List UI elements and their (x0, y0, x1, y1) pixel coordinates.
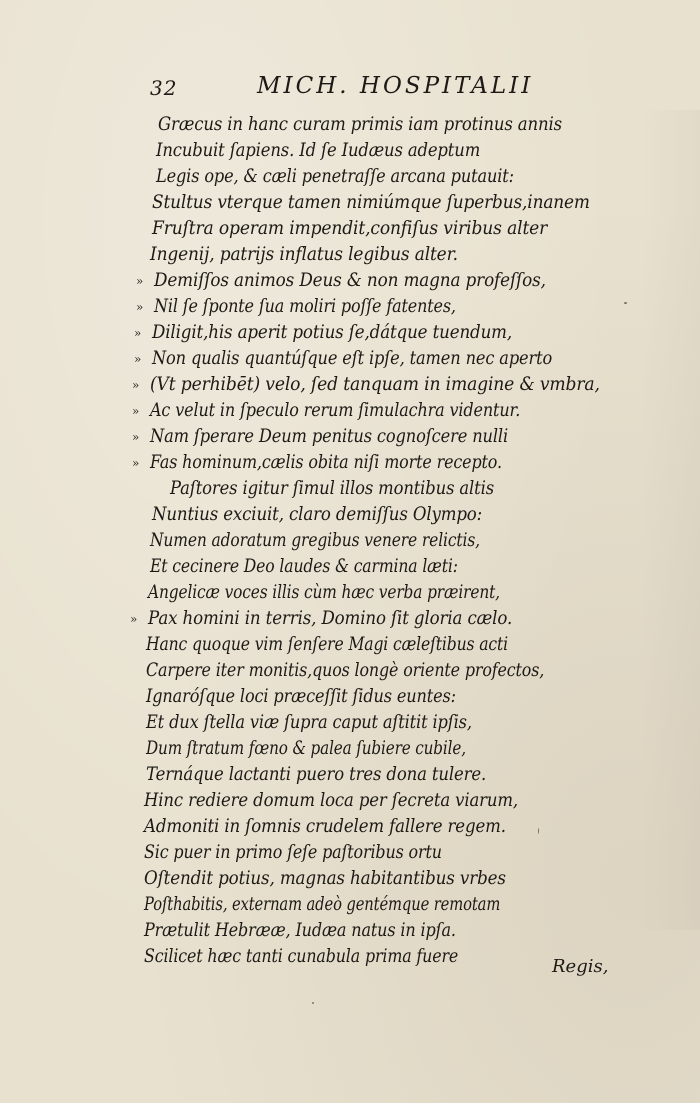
verse-line (158, 112, 562, 138)
verse-text: Nam ſperare Deum penitus cognoſcere nulli (150, 426, 509, 447)
verse-line (146, 710, 472, 736)
verse-text: Angelicæ voces illis cùm hæc verba præirent, (148, 582, 500, 603)
verse-line (136, 294, 456, 320)
verse-text: Sic puer in primo ſeſe paſtoribus ortu (144, 842, 442, 863)
verse-text: Græcus in hanc curam primis iam protinus annis (158, 114, 563, 135)
verse-text: Ignaróſque loci præceſſit ſidus euntes: (146, 686, 456, 707)
verse-text: (Vt perhibēt) velo, ſed tanquam in imagine & vmbra, (150, 374, 600, 395)
verse-text: Diligit,his aperit potius ſe,dátque tuendum, (152, 322, 512, 343)
verse-line (132, 398, 521, 424)
verse-text: Legis ope, & cæli penetraſſe arcana putauit: (156, 166, 514, 187)
verse-line (134, 320, 512, 346)
verse-text: Hinc rediere domum loca per ſecreta viarum, (144, 790, 519, 811)
quotation-mark: » (132, 404, 140, 418)
verse-line (148, 580, 500, 606)
verse-line (144, 788, 518, 814)
verse-text: Et dux ſtella viæ ſupra caput aſtitit ipſis, (146, 712, 472, 733)
verse-line (146, 632, 508, 658)
verse-line (146, 684, 456, 710)
verse-text: Poſthabitis, externam adeò gentémque remotam (144, 894, 501, 915)
verse-line (146, 658, 544, 684)
verse-text: Ingenij, patrijs inflatus legibus alter. (150, 244, 458, 265)
verse-text: Hanc quoque vim ſenſere Magi cæleſtibus acti (146, 634, 509, 655)
verse-line (146, 736, 466, 762)
verse-line (132, 450, 502, 476)
verse-text: Oſtendit potius, magnas habitantibus vrbes (144, 868, 506, 889)
quotation-mark: » (130, 612, 138, 626)
verse-text: Pax homini in terris, Domino ſit gloria cælo. (148, 608, 513, 629)
verse-text: Fas hominum,cælis obita niſi morte recepto. (150, 452, 502, 473)
running-head-title: MICH. HOSPITALII (257, 73, 534, 99)
verse-line (144, 814, 506, 840)
show-through-shadow (640, 110, 700, 930)
verse-text: Et cecinere Deo laudes & carmina læti: (150, 556, 458, 577)
verse-text: Ac velut in ſpeculo rerum ſimulachra videntur. (150, 400, 521, 421)
verse-text: Nil ſe ſponte ſua moliri poſſe fatentes, (154, 296, 456, 317)
verse-line (156, 164, 514, 190)
verse-line (150, 554, 458, 580)
verse-line (150, 242, 458, 268)
verse-line (144, 866, 506, 892)
verse-text: Paſtores igitur ſimul illos montibus altis (170, 478, 495, 499)
verse-line (150, 528, 480, 554)
verse-text: Incubuit ſapiens. Id ſe Iudæus adeptum (156, 140, 481, 161)
verse-line (146, 762, 486, 788)
verse-line (134, 346, 553, 372)
verse-text: Non qualis quantúſque eſt ipſe, tamen nec aperto (152, 348, 553, 369)
quotation-mark: » (132, 378, 140, 392)
verse-line (144, 944, 458, 970)
verse-text: Admoniti in ſomnis crudelem fallere regem. (144, 816, 506, 837)
verse-line (156, 138, 480, 164)
verse-text: Numen adoratum gregibus venere relictis, (150, 530, 480, 551)
verse-line (136, 268, 546, 294)
quotation-mark: » (132, 456, 140, 470)
quotation-mark: » (134, 352, 142, 366)
verse-text: Stultus vterque tamen nimiúmque ſuperbus,inanem (152, 192, 590, 213)
verse-text: Demiſſos animos Deus & non magna profeſſos, (154, 270, 546, 291)
quotation-mark: » (134, 326, 142, 340)
page-number: 32 (150, 76, 178, 100)
verse-line (152, 502, 482, 528)
running-head (150, 73, 550, 103)
quotation-mark: » (136, 274, 144, 288)
verse-text: Nuntius exciuit, claro demiſſus Olympo: (152, 504, 483, 525)
verse-line (170, 476, 494, 502)
verse-line (152, 216, 547, 242)
verse-line (130, 606, 513, 632)
catchword: Regis, (552, 956, 609, 977)
verse-line (144, 918, 456, 944)
verse-text: Dum ſtratum fœno & palea ſubiere cubile, (146, 738, 466, 759)
verse-text: Ternáque lactanti puero tres dona tulere. (146, 764, 487, 785)
verse-line (144, 840, 442, 866)
verse-text: Fruſtra operam impendit,confiſus viribus alter (152, 218, 548, 239)
verse-line (144, 892, 500, 918)
quotation-mark: » (132, 430, 140, 444)
verse-line (132, 372, 600, 398)
verse-text: Carpere iter monitis,quos longè oriente profectos, (146, 660, 545, 681)
verse-text: Prætulit Hebrææ, Iudæa natus in ipſa. (144, 920, 456, 941)
verse-line (132, 424, 509, 450)
verse-text: Scilicet hæc tanti cunabula prima fuere (144, 946, 459, 967)
verse-line (152, 190, 590, 216)
quotation-mark: » (136, 300, 144, 314)
